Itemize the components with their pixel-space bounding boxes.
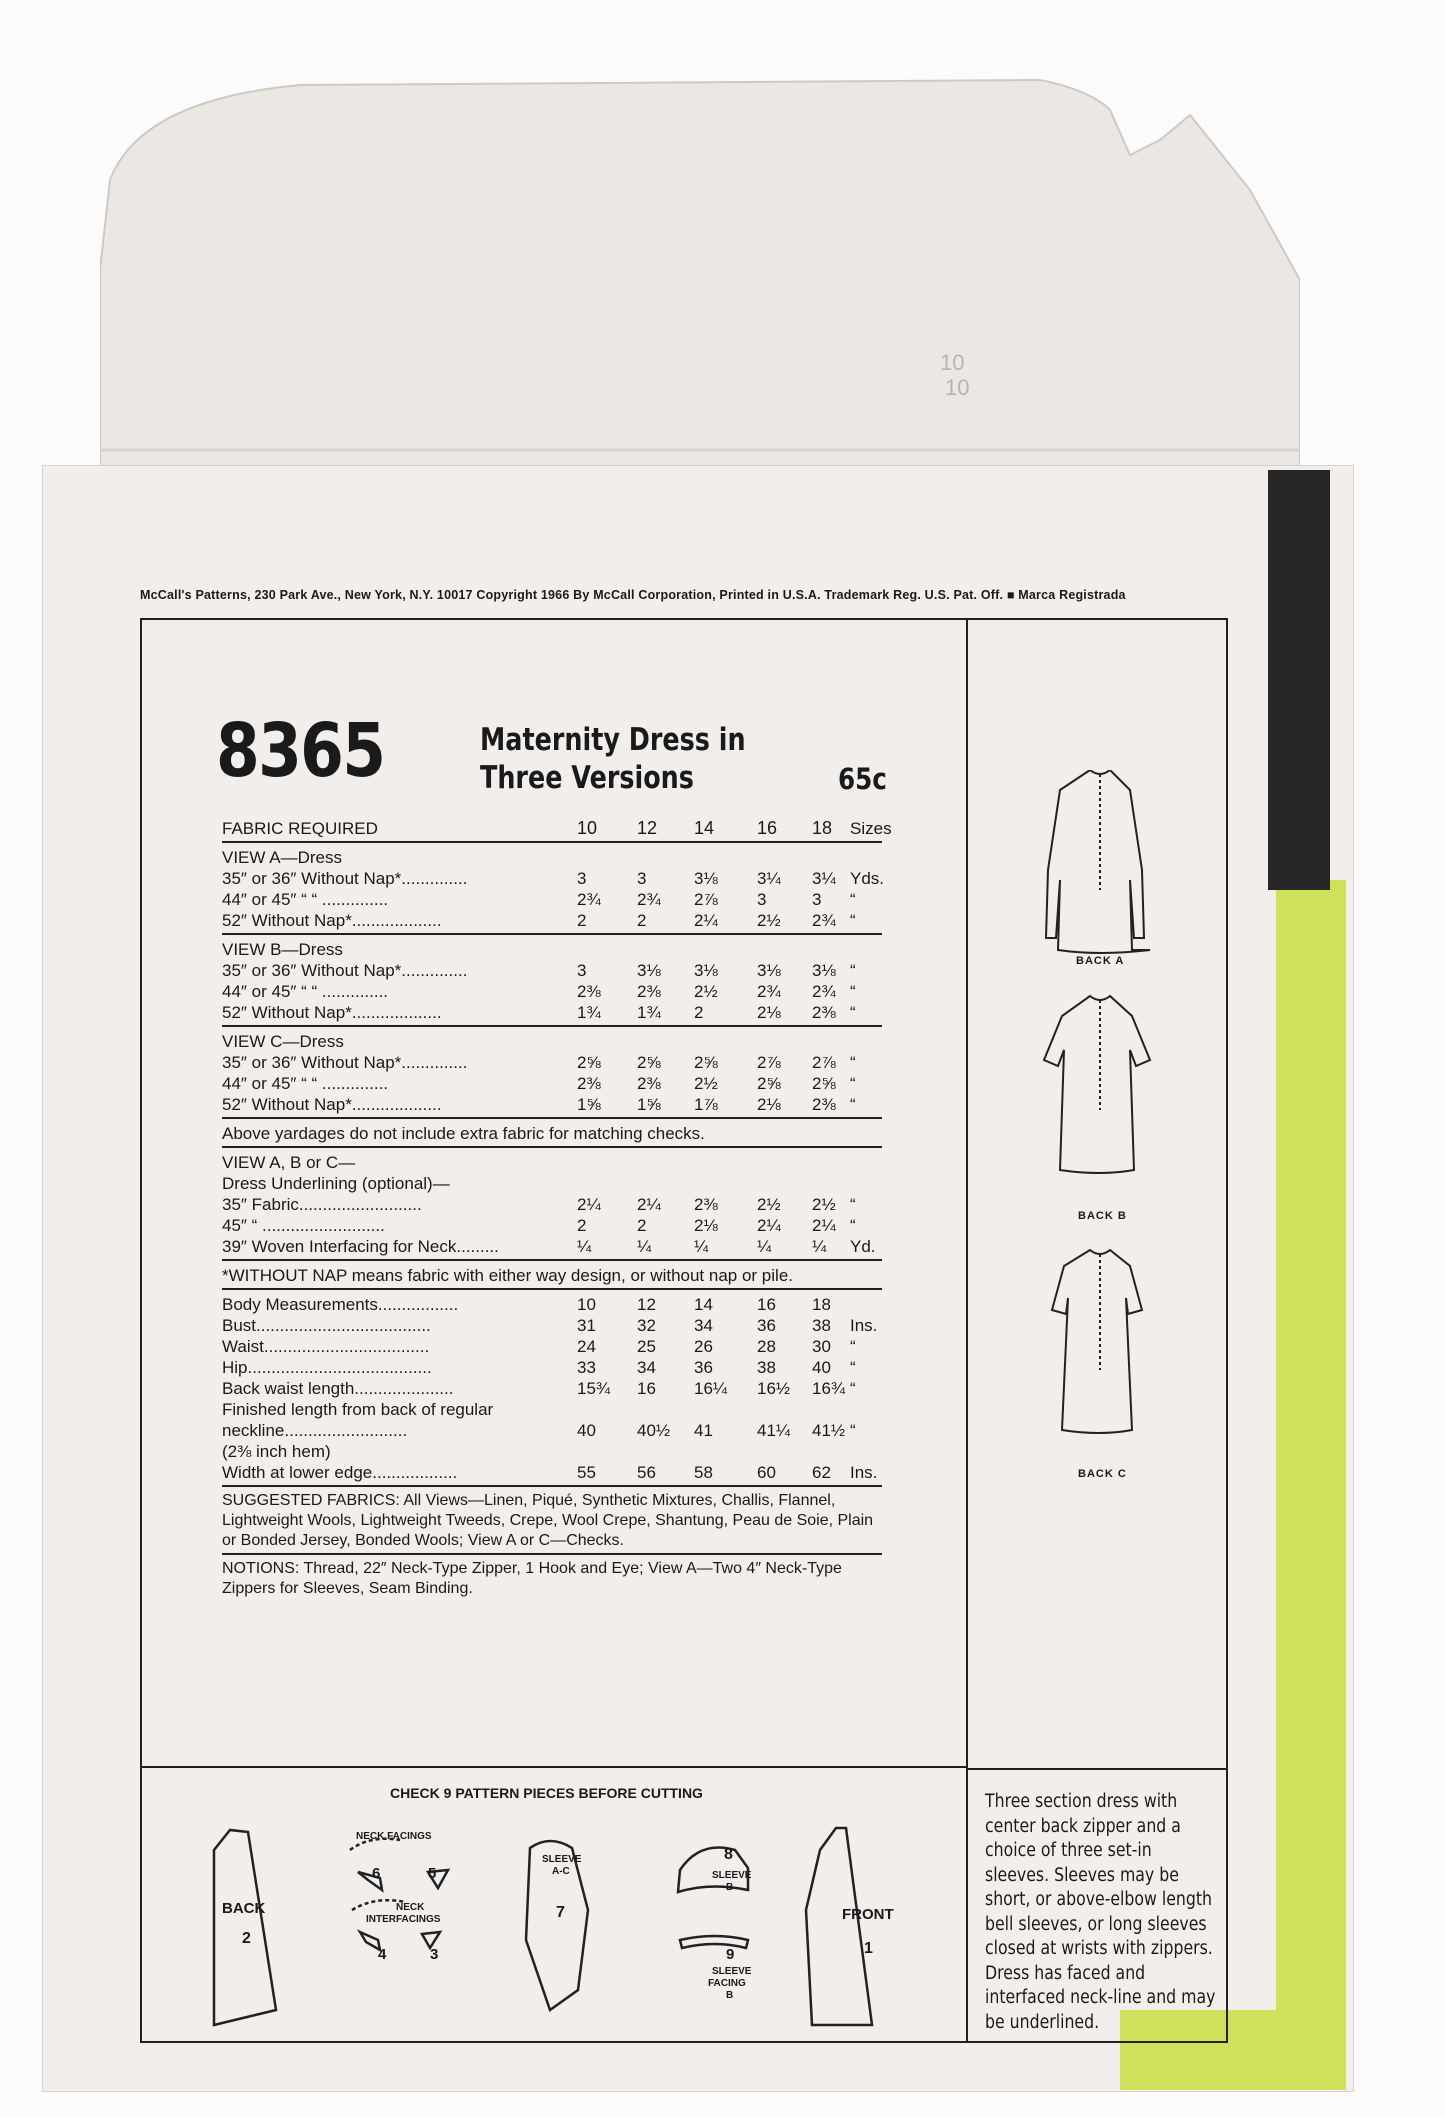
table-cell: 33: [577, 1358, 596, 1377]
row-label: Back waist length.....................: [222, 1379, 454, 1398]
table-row: [222, 1357, 882, 1378]
fabric-table: [222, 818, 892, 1599]
table-cell: 10: [577, 1295, 596, 1314]
table-cell: 38: [812, 1316, 831, 1335]
table-cell: 28: [757, 1337, 776, 1356]
view-label-back-c: BACK C: [1078, 1468, 1127, 1480]
table-cell: 34: [637, 1358, 656, 1377]
table-cell: 41½: [812, 1421, 846, 1440]
width-label: Width at lower edge..................: [222, 1463, 458, 1482]
finished-length-label: Finished length from back of regular: [222, 1400, 494, 1419]
piece-sleeve-b-2: B: [726, 1882, 734, 1893]
table-cell: 25: [637, 1337, 656, 1356]
table-cell: 1⅞: [694, 1095, 718, 1114]
table-cell: 1¾: [637, 1003, 661, 1022]
table-cell: 2¾: [637, 890, 661, 909]
table-row: [222, 868, 885, 889]
table-row: [222, 960, 882, 981]
svg-text:10: 10: [945, 375, 970, 400]
unit: “: [850, 890, 856, 909]
table-row: [222, 1315, 882, 1336]
dress-description: Three section dress with center back zipper and a choice of three set-in sleeves. Sleeves may be short, or above-elbow length bell sleeves, or long sleeves closed at wrists with zippers. Dress has faced and interfaced neck-line and may be underlined.: [985, 1791, 1216, 2033]
table-cell: 16: [757, 1295, 776, 1314]
table-cell: 1¾: [577, 1003, 601, 1022]
piece-neck-interfacings-1: NECK: [396, 1902, 425, 1913]
table-cell: 36: [757, 1316, 776, 1335]
row-label: 52″ Without Nap*...................: [222, 911, 442, 930]
table-cell: 18: [812, 1295, 831, 1314]
table-cell: 2¼: [637, 1195, 661, 1214]
table-cell: 2: [577, 911, 587, 930]
yellow-edge-stripe: [1276, 880, 1346, 2090]
unit: “: [850, 1337, 856, 1356]
table-cell: 56: [637, 1463, 656, 1482]
row-label: 35″ or 36″ Without Nap*..............: [222, 869, 468, 888]
rule: [222, 1146, 882, 1148]
view-label-back-a: BACK A: [1076, 955, 1125, 967]
table-cell: 3¼: [812, 869, 836, 888]
unit: Yd.: [850, 1237, 876, 1256]
table-cell: 2¼: [694, 911, 718, 930]
table-row: [222, 981, 882, 1002]
piece-9: 9: [726, 1946, 735, 1963]
table-cell: 2⅜: [637, 982, 661, 1001]
size-header: 12: [637, 818, 658, 838]
rule: [222, 1259, 882, 1261]
table-row: [222, 1420, 882, 1441]
piece-back-number: 2: [242, 1930, 251, 1947]
table-cell: 3: [577, 869, 587, 888]
table-cell: 24: [577, 1337, 596, 1356]
piece-7: 7: [556, 1904, 565, 1921]
table-cell: 2½: [812, 1195, 836, 1214]
table-cell: 2¼: [577, 1195, 601, 1214]
unit: “: [850, 1074, 856, 1093]
table-cell: 40: [812, 1358, 831, 1377]
underlining-title-1: VIEW A, B or C—: [222, 1153, 356, 1172]
table-cell: 3⅛: [812, 961, 836, 980]
table-cell: 32: [637, 1316, 656, 1335]
piece-sleeve-ac-2: A-C: [552, 1866, 570, 1877]
piece-sleeve-facing-2: FACING: [708, 1978, 746, 1989]
piece-neck-facings-label: NECK FACINGS: [356, 1831, 432, 1842]
size-header: 10: [577, 818, 598, 838]
dark-edge-stripe: [1268, 470, 1330, 890]
piece-8: 8: [724, 1846, 733, 1863]
table-header: [222, 818, 892, 839]
table-cell: 2⅞: [757, 1053, 781, 1072]
table-cell: 2⅝: [694, 1053, 718, 1072]
piece-front-number: 1: [864, 1940, 873, 1957]
row-label: 35″ Fabric..........................: [222, 1195, 422, 1214]
table-row: [222, 1073, 882, 1094]
back-views-illustration: [1030, 770, 1170, 1470]
table-cell: 60: [757, 1463, 776, 1482]
unit: “: [850, 911, 856, 930]
row-label: Hip.......................................: [222, 1358, 432, 1377]
envelope-flap: [100, 40, 1300, 500]
view-a-rows: [222, 868, 885, 931]
unit: “: [850, 1053, 856, 1072]
piece-sleeve-b-1: SLEEVE: [712, 1870, 752, 1881]
frame-divider: [966, 618, 968, 2043]
unit: “: [850, 1216, 856, 1235]
table-cell: 2½: [694, 1074, 718, 1093]
row-label: 45″ “ ..........................: [222, 1216, 385, 1235]
hem-note: (2⅜ inch hem): [222, 1442, 331, 1461]
piece-5: 5: [428, 1865, 437, 1882]
unit: Yds.: [850, 869, 885, 888]
unit: “: [850, 1195, 856, 1214]
underlining-title-2: Dress Underlining (optional)—: [222, 1174, 450, 1193]
underlining-rows: [222, 1194, 882, 1257]
table-cell: 58: [694, 1463, 713, 1482]
size-header: 16: [757, 818, 778, 838]
frame-divider-horizontal-right: [966, 1768, 1226, 1770]
table-cell: 2: [637, 911, 647, 930]
view-c-title: VIEW C—Dress: [222, 1032, 344, 1051]
view-b-title: VIEW B—Dress: [222, 940, 343, 959]
table-cell: 2¾: [812, 982, 836, 1001]
table-cell: 16½: [757, 1379, 791, 1398]
table-cell: 2⅞: [694, 890, 718, 909]
table-row: [222, 1378, 882, 1399]
table-row: [222, 1236, 882, 1257]
table-cell: 41¼: [757, 1421, 791, 1440]
piece-6: 6: [372, 1865, 381, 1882]
table-cell: 2⅜: [812, 1003, 836, 1022]
table-row: [222, 889, 882, 910]
rule: [222, 1025, 882, 1027]
table-cell: 30: [812, 1337, 831, 1356]
table-cell: 2½: [694, 982, 718, 1001]
table-cell: 2⅝: [812, 1074, 836, 1093]
table-row: [222, 1336, 882, 1357]
rule: [222, 1553, 882, 1555]
table-cell: 2¼: [757, 1216, 781, 1235]
table-cell: 34: [694, 1316, 713, 1335]
body-measurement-rows: [222, 1294, 882, 1399]
view-b-rows: [222, 960, 882, 1023]
unit: “: [850, 1095, 856, 1114]
table-cell: 14: [694, 1295, 713, 1314]
suggested-fabrics: SUGGESTED FABRICS: All Views—Linen, Piqué, Synthetic Mixtures, Challis, Flannel, Lightweight Wools, Lightweight Tweeds, Crepe, Wool Crepe, Shantung, Peau de Soie, Plain or Bonded Jersey, Bonded Wools; View A or C—Checks.: [222, 1492, 874, 1549]
table-cell: 12: [637, 1295, 656, 1314]
rule: [222, 933, 882, 935]
view-label-back-b: BACK B: [1078, 1210, 1127, 1222]
view-a-title: VIEW A—Dress: [222, 848, 342, 867]
table-cell: 2: [577, 1216, 587, 1235]
table-cell: 3: [637, 869, 647, 888]
table-cell: 2½: [757, 1195, 781, 1214]
unit: “: [850, 982, 856, 1001]
row-label: 44″ or 45″ “ “ ..............: [222, 982, 389, 1001]
row-label: 44″ or 45″ “ “ ..............: [222, 890, 389, 909]
table-row: [222, 1294, 882, 1315]
table-row: [222, 1052, 882, 1073]
table-cell: 2¾: [757, 982, 781, 1001]
unit: “: [850, 1358, 856, 1377]
pattern-pieces-diagram: [200, 1810, 920, 2040]
row-label: 52″ Without Nap*...................: [222, 1095, 442, 1114]
table-cell: ¼: [757, 1237, 772, 1256]
table-cell: 15¾: [577, 1379, 611, 1398]
table-cell: 3⅛: [637, 961, 661, 980]
table-cell: 40: [577, 1421, 596, 1440]
table-cell: 16: [637, 1379, 656, 1398]
table-cell: 2⅛: [694, 1216, 718, 1235]
table-cell: 2⅛: [757, 1095, 781, 1114]
table-cell: 2¾: [812, 911, 836, 930]
price: 65c: [838, 762, 887, 796]
table-cell: 16¾: [812, 1379, 846, 1398]
notions: NOTIONS: Thread, 22″ Neck-Type Zipper, 1 Hook and Eye; View A—Two 4″ Neck-Type Zippers for Sleeves, Seam Binding.: [222, 1560, 842, 1597]
frame-divider-horizontal: [140, 1766, 968, 1768]
piece-front-label: FRONT: [842, 1906, 894, 1923]
table-cell: 3⅛: [694, 961, 718, 980]
sizes-label: Sizes: [850, 819, 892, 838]
table-cell: 2⅝: [757, 1074, 781, 1093]
table-row: [222, 910, 882, 931]
table-cell: 2¾: [577, 890, 601, 909]
check-pieces-title: CHECK 9 PATTERN PIECES BEFORE CUTTING: [390, 1785, 703, 1801]
table-row: [222, 1002, 882, 1023]
unit: Ins.: [850, 1316, 878, 1335]
table-cell: 26: [694, 1337, 713, 1356]
table-cell: 2⅞: [812, 1053, 836, 1072]
table-cell: 2⅜: [694, 1195, 718, 1214]
row-label: 39″ Woven Interfacing for Neck.........: [222, 1237, 499, 1256]
row-label: 52″ Without Nap*...................: [222, 1003, 442, 1022]
table-cell: 3¼: [757, 869, 781, 888]
piece-sleeve-facing-1: SLEEVE: [712, 1966, 752, 1977]
table-cell: 2⅜: [577, 1074, 601, 1093]
piece-4: 4: [378, 1946, 387, 1963]
piece-back-label: BACK: [222, 1900, 266, 1917]
size-header: 14: [694, 818, 715, 838]
publisher-line: McCall's Patterns, 230 Park Ave., New York, N.Y. 10017 Copyright 1966 By McCall Corporation, Printed in U.S.A. Trademark Reg. U.S. Pat. Off. ■ Marca Registrada: [140, 588, 1126, 602]
table-cell: ¼: [812, 1237, 827, 1256]
table-cell: 2⅜: [577, 982, 601, 1001]
table-cell: 1⅝: [637, 1095, 661, 1114]
pattern-number: 8365: [216, 708, 385, 794]
table-cell: 16¼: [694, 1379, 728, 1398]
table-cell: 2⅝: [637, 1053, 661, 1072]
svg-text:10: 10: [940, 350, 965, 375]
piece-3: 3: [430, 1946, 439, 1963]
table-cell: 62: [812, 1463, 831, 1482]
table-cell: 3⅛: [757, 961, 781, 980]
title-line-2: Three Versions: [480, 760, 694, 796]
piece-sleeve-facing-3: B: [726, 1990, 734, 2001]
unit: “: [850, 961, 856, 980]
table-cell: 2⅜: [637, 1074, 661, 1093]
row-label: 44″ or 45″ “ “ ..............: [222, 1074, 389, 1093]
finished-length-label-2: neckline..........................: [222, 1421, 408, 1440]
nap-note: *WITHOUT NAP means fabric with either way design, or without nap or pile.: [222, 1266, 793, 1285]
rule: [222, 1117, 882, 1119]
table-cell: 3⅛: [694, 869, 718, 888]
row-label: Body Measurements.................: [222, 1295, 459, 1314]
unit: Ins.: [850, 1463, 878, 1482]
table-cell: 2¼: [812, 1216, 836, 1235]
table-cell: ¼: [694, 1237, 709, 1256]
unit: “: [850, 1379, 856, 1398]
title-line-1: Maternity Dress in: [480, 722, 746, 758]
table-cell: 3: [812, 890, 822, 909]
row-label: 35″ or 36″ Without Nap*..............: [222, 961, 468, 980]
rule: [222, 1288, 882, 1290]
table-cell: 55: [577, 1463, 596, 1482]
table-cell: 2: [637, 1216, 647, 1235]
table-cell: 38: [757, 1358, 776, 1377]
table-row: [222, 1462, 882, 1483]
view-c-rows: [222, 1052, 882, 1115]
table-cell: 2⅜: [812, 1095, 836, 1114]
row-label: Bust.....................................: [222, 1316, 431, 1335]
table-cell: ¼: [577, 1237, 592, 1256]
unit: “: [850, 1421, 856, 1440]
table-cell: 1⅝: [577, 1095, 601, 1114]
table-cell: 2⅛: [757, 1003, 781, 1022]
table-cell: 36: [694, 1358, 713, 1377]
size-header: 18: [812, 818, 833, 838]
row-label: Waist...................................: [222, 1337, 430, 1356]
table-cell: 41: [694, 1421, 713, 1440]
row-label: 35″ or 36″ Without Nap*..............: [222, 1053, 468, 1072]
table-cell: 40½: [637, 1421, 671, 1440]
rule: [222, 841, 882, 843]
table-cell: 31: [577, 1316, 596, 1335]
table-cell: 2: [694, 1003, 704, 1022]
table-row: [222, 1194, 882, 1215]
unit: “: [850, 1003, 856, 1022]
checks-note: Above yardages do not include extra fabric for matching checks.: [222, 1124, 705, 1143]
table-cell: ¼: [637, 1237, 652, 1256]
fabric-heading: FABRIC REQUIRED: [222, 819, 378, 838]
table-cell: 3: [577, 961, 587, 980]
table-row: [222, 1094, 882, 1115]
piece-sleeve-ac-1: SLEEVE: [542, 1854, 582, 1865]
rule: [222, 1485, 882, 1487]
table-row: [222, 1215, 882, 1236]
table-cell: 2⅝: [577, 1053, 601, 1072]
piece-neck-interfacings-2: INTERFACINGS: [366, 1914, 441, 1925]
table-cell: 3: [757, 890, 767, 909]
table-cell: 2½: [757, 911, 781, 930]
